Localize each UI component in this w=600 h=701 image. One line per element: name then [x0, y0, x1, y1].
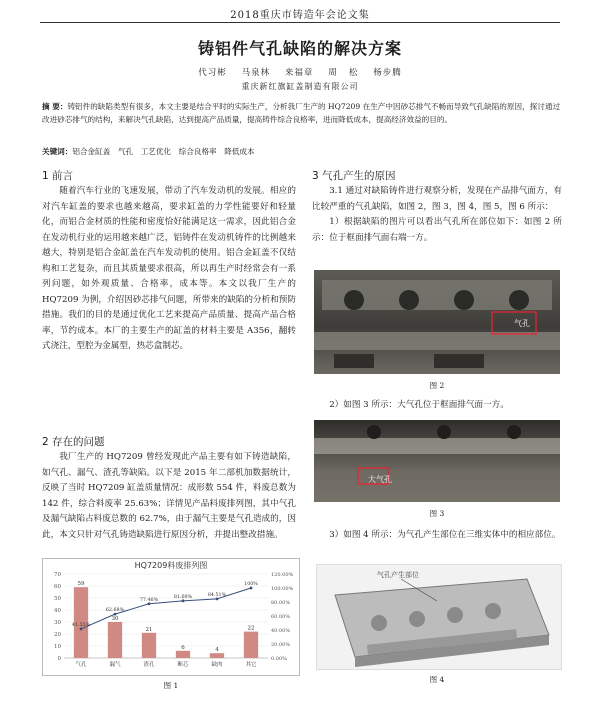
keywords [42, 146, 562, 157]
cumulative-point [182, 599, 185, 602]
cumulative-label: 77.46% [139, 597, 159, 603]
bar-value-label: 6 [181, 644, 185, 651]
casting-image [314, 420, 560, 502]
bar [244, 632, 258, 658]
x-tick-label: 其它 [245, 662, 257, 668]
bar-value-label: 21 [145, 626, 153, 633]
cumulative-point [250, 587, 253, 590]
bar [108, 622, 122, 658]
section-1-body [42, 184, 296, 355]
cumulative-label: 62.68% [105, 608, 125, 614]
abstract [42, 100, 562, 126]
keywords-label: 关键词： [42, 147, 73, 156]
figure-3-photo [314, 420, 560, 502]
y2-tick-label: 100.00% [271, 586, 294, 592]
author: 代习彬 [198, 68, 227, 78]
header-rule [40, 22, 560, 23]
author-list [0, 66, 600, 78]
section-2-body [42, 450, 296, 543]
x-tick-label: 漏气 [109, 662, 121, 668]
y2-tick-label: 60.00% [271, 614, 291, 620]
figure-4-label: 气孔产生部位 [377, 571, 419, 579]
affiliation: 重庆新红旗缸盖制造有限公司 [241, 82, 359, 91]
bar-value-label: 4 [215, 647, 219, 654]
figure-4-caption: 图 4 [429, 675, 445, 684]
cumulative-point [148, 602, 151, 605]
bar-value-label: 59 [77, 581, 85, 588]
casting-image [314, 270, 560, 374]
section-1-text: 随着汽车行业的飞速发展，带动了汽车发动机的发展。相应的对汽车缸盖的要求也越来越高，要求缸盖的力学性能要好和轻量化，而铝合金材质的性能和密度恰好能满足这一需求，因此铝合金在发动机行业的运用越来越广泛，铝铸件在发动机铸件的比例越来越大，特别是铝合金缸盖在汽车发动机的使用。铝合金缸盖不仅结构和工艺复杂，而且其质量要求很高，所以再生产时经常会有一系列问题，如外观质量、合格率，成本等。本文以我厂生产的 HQ7209 为例，介绍因砂芯排气问题，所带来的缺陷的分析和预防措施。我们的目的是通过优化工艺来提高产品质量、提高产品合格率，节约成本。本厂的主要生产的缸盖的材料主要是 A356，翻转式浇注，型腔为金属型，热芯盒制芯。 [42, 186, 296, 351]
bar [142, 633, 156, 658]
section-2-heading: 2 存在的问题 [42, 436, 105, 448]
cumulative-label: 84.51% [207, 592, 227, 598]
figure-2-caption: 图 2 [429, 381, 445, 390]
figure-1-caption: 图 1 [163, 681, 179, 690]
abstract-text: 铸铝件的缺陷类型有很多，本文主要是结合平时的实际生产，分析我厂生产的 HQ7209 在生产中因砂芯排气不畅而导致气孔缺陷的原因，探讨通过改进砂芯排气的结构，来解决气孔缺陷，达到提高产品质量，提高铸件综合良格率，进而降低成本，提高经济效益的目的。 [42, 102, 561, 124]
y-tick-label: 30 [54, 620, 61, 626]
cumulative-label: 81.69% [173, 594, 193, 600]
author: 来福章 [284, 68, 314, 78]
y2-tick-label: 20.00% [271, 642, 291, 648]
figure-3-caption: 图 3 [429, 509, 445, 518]
x-tick-label: 断芯 [177, 662, 189, 668]
section-2-text: 我厂生产的 HQ7209 曾经发现此产品主要有如下铸造缺陷，如气孔、漏气、渣孔等缺陷。以下是 2015 年二部机加数据统计，反映了当时 HQ7209 缸盖质量情况：成形数 554 件，料废总数为 142 件，综合料废率 25.63%；详情见产品料废排列图，其中气孔及漏气缺陷占料废总数的 62.7%，由于漏气主要是气孔造成的，因此，本文只针对气孔铸造缺陷进行原因分析，并提出整改措施。 [42, 452, 296, 540]
bar [176, 651, 190, 658]
author: 杨步腾 [373, 68, 402, 78]
section-3-item-1: 1）根据缺陷的图片可以看出气孔所在部位如下：如图 2 所示：位于框面排气面右端一方。 [312, 217, 562, 243]
bar-value-label: 30 [111, 616, 119, 622]
y-tick-label: 50 [54, 596, 61, 602]
x-tick-label: 渣孔 [143, 662, 155, 668]
author: 马泉林 [241, 68, 271, 78]
section-1-heading: 1 前言 [42, 170, 74, 182]
y2-tick-label: 40.00% [271, 628, 291, 634]
section-3-item-3: 3）如图 4 所示：为气孔产生部位在三维实体中的相应部位。 [329, 530, 561, 540]
section-3-heading: 3 气孔产生的原因 [312, 170, 396, 182]
section-3-item-2-block [312, 398, 562, 414]
bar-value-label: 22 [247, 625, 255, 632]
y-tick-label: 20 [54, 632, 61, 638]
y-tick-label: 10 [54, 644, 61, 650]
y-tick-label: 0 [57, 656, 61, 662]
x-tick-label: 缺肉 [211, 662, 223, 668]
abstract-label: 摘 要： [42, 102, 68, 111]
section-3-intro: 3.1 通过对缺陷铸件进行观察分析，发现在产品排气面方，有比较严重的气孔缺陷，如图 2，图 3，图 4，图 5，图 6 所示： [312, 186, 562, 212]
bar [210, 653, 224, 658]
cumulative-point [80, 628, 83, 631]
section-3-body [312, 184, 562, 246]
y2-tick-label: 120.00% [271, 572, 294, 578]
figure-2-photo [314, 270, 560, 374]
chart-title: HQ7209料废排列图 [134, 561, 208, 570]
author: 周 [328, 68, 338, 78]
figure-3-label: 大气孔 [368, 475, 392, 484]
figure-4-cad-render [316, 564, 562, 670]
cumulative-point [216, 597, 219, 600]
cumulative-label: 41.55% [71, 622, 91, 628]
y-tick-label: 70 [54, 572, 61, 578]
cad-image [317, 565, 561, 669]
figure-2-label: 气孔 [514, 319, 530, 328]
y2-tick-label: 0.00% [271, 656, 287, 662]
paper-title: 铸铝件气孔缺陷的解决方案 [197, 39, 402, 58]
y-tick-label: 60 [54, 584, 61, 590]
cumulative-label: 100% [244, 582, 258, 587]
defect-pareto-chart [42, 558, 300, 676]
section-3-item-2: 2）如图 3 所示：大气孔位于框面排气面一方。 [329, 400, 509, 410]
x-tick-label: 气孔 [75, 662, 87, 668]
author: 松 [348, 68, 359, 78]
section-3-item-3-block [312, 528, 562, 544]
y-tick-label: 40 [54, 608, 61, 614]
y2-tick-label: 80.00% [271, 600, 291, 606]
keywords-text: 铝合金缸盖 气孔 工艺优化 综合良格率 降低成本 [72, 147, 255, 156]
running-header: 2018重庆市铸造年会论文集 [230, 10, 370, 21]
cumulative-point [114, 613, 117, 616]
